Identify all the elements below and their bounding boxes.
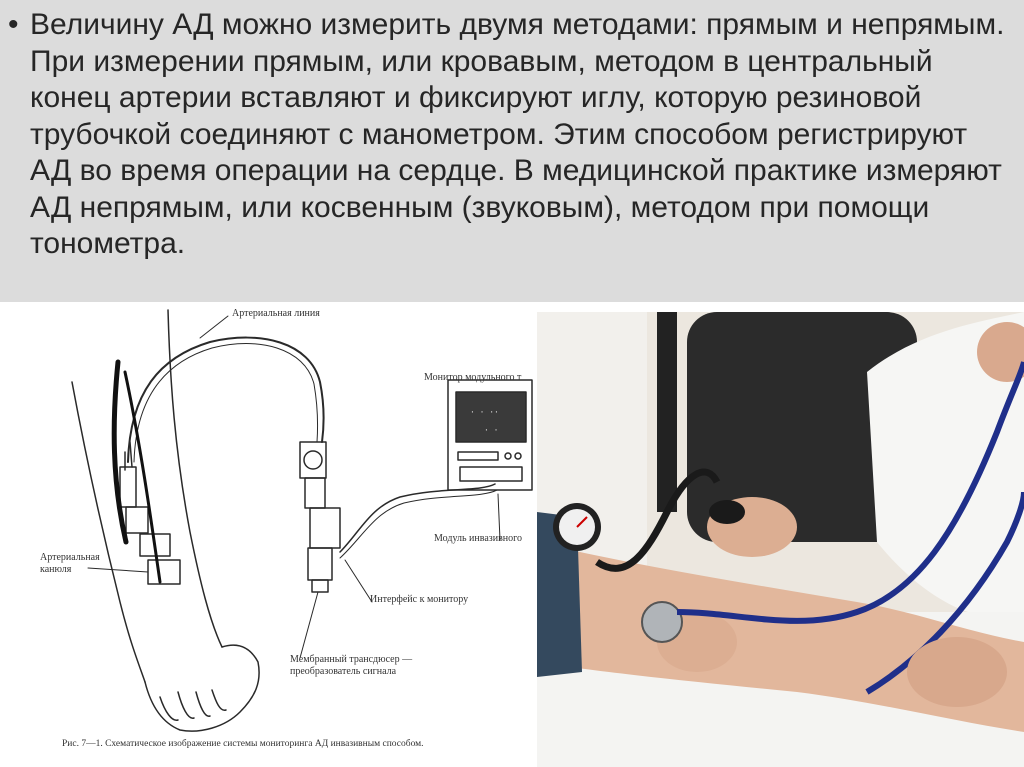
body-text: Величину АД можно измерить двумя методами: прямым и непрямым. При измерении прямым, или кровавым, методом в центральный конец артерии вставляют и фиксируют иглу, которую резиновой трубочкой соединяют с манометром. Этим способом регистрируют АД во время операции на сердце. В медицинской практике измеряют АД непрямым, или косвенным (звуковым), методом при помощи тонометра.: [30, 8, 1005, 260]
label-invasive-module: Модуль инвазивного: [434, 533, 523, 544]
figure-caption: Рис. 7—1. Схематическое изображение системы мониторинга АД инвазивным способом.: [62, 739, 424, 749]
bullet-item: [8, 7, 1016, 263]
blood-pressure-photo: [537, 312, 1024, 767]
svg-text:· · ··: · · ··: [470, 408, 499, 417]
label-transducer: Мембранный трансдюсер — преобразователь сигнала: [290, 654, 413, 677]
label-interface: Интерфейс к монитору: [370, 594, 469, 605]
schematic-figure: [0, 302, 590, 767]
bullet-marker: •: [8, 8, 19, 41]
photo-illustration: [537, 312, 1024, 767]
label-arterial-line: Артериальная линия: [232, 308, 320, 319]
svg-text:· ·: · ·: [484, 426, 499, 435]
label-monitor: Монитор модульного т: [424, 372, 522, 383]
label-arterial-cannula: Артериальная канюля: [40, 552, 100, 575]
text-panel: [0, 0, 1024, 302]
